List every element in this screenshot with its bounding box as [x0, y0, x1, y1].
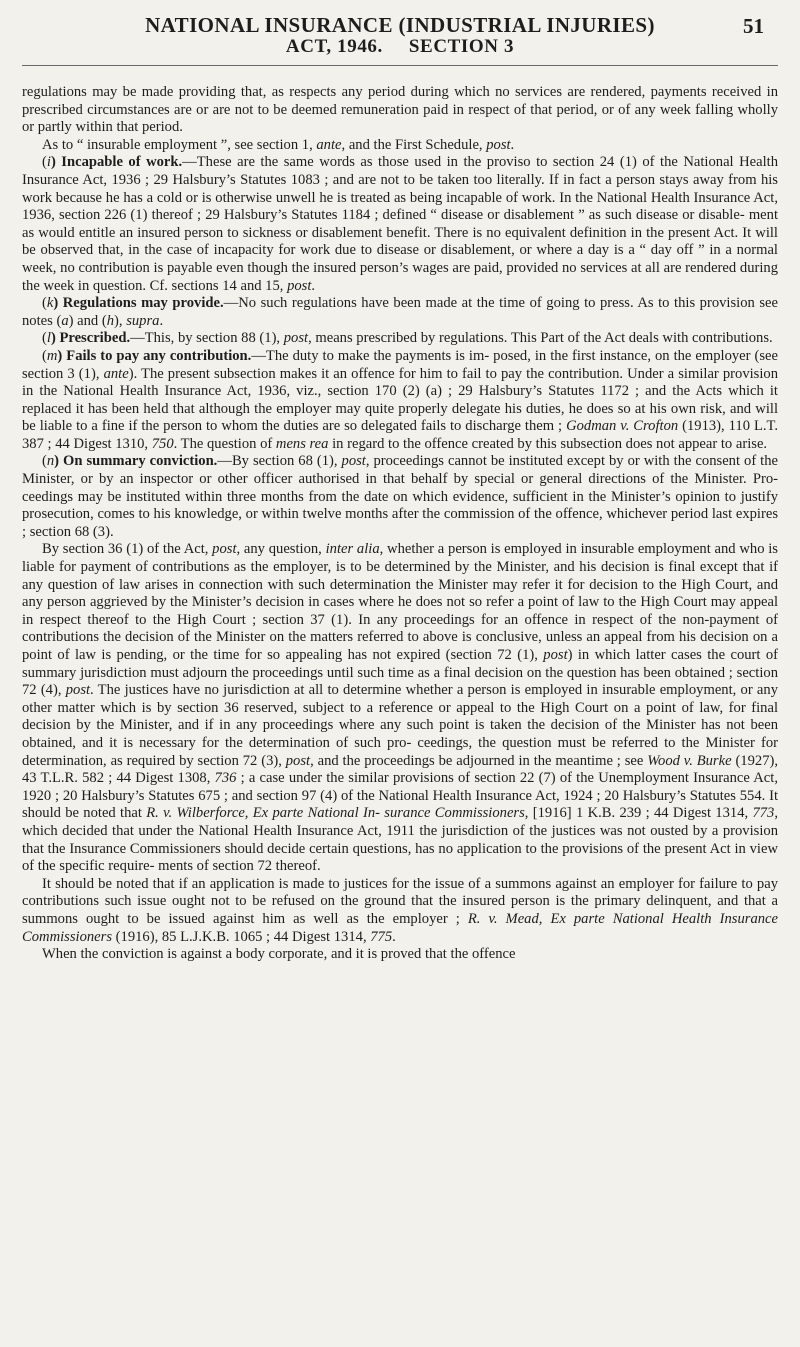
text-run: ( [42, 453, 47, 470]
text-run: . [392, 928, 396, 945]
italic-text: ante [103, 365, 129, 382]
paragraph [22, 348, 778, 454]
page-number: 51 [743, 14, 764, 38]
italic-text: ante [316, 136, 342, 153]
text-run: —The duty to make the payments is im- posed, in the first instance, on the employer (see section 3 (1), [22, 347, 778, 382]
note-heading: ) On summary conviction. [54, 453, 218, 470]
italic-text: 775 [370, 928, 393, 945]
italic-text: 773 [752, 805, 775, 822]
italic-text: post [543, 647, 568, 663]
text-run: It should be noted that if an application is made to justices for the issue of a summons against an employer for failure to pay contributions such issue ought not to be refused on the ground that the insured person is the primary delinquent, and that a summons ought to be issued against him as well as the employer ; [22, 875, 778, 927]
italic-text: R. v. Wilberforce, Ex parte National In- surance Commissioners [146, 805, 525, 822]
paragraph [22, 84, 778, 137]
act-year: ACT, 1946. [285, 36, 383, 57]
section-label: SECTION 3 [408, 36, 515, 57]
paragraph [22, 154, 778, 295]
text-run: (1913), 110 L.T. 387 ; 44 Digest 1310, [22, 418, 778, 452]
italic-text: R. v. Mead, Ex parte National Health Insurance Commissioners [22, 910, 778, 945]
paragraph [22, 295, 778, 330]
text-run: . [510, 136, 515, 153]
text-run: ; a case under the similar provisions of section 22 (7) of the Unemployment Insurance Act, 1920 ; 20 Halsbury’s Statutes 675 ; and section 97 (4) of the National Health Insurance Act, 1924 ; 20 Halsbury’s Statutes 554. It should be noted that [22, 770, 778, 822]
text-run: , and the proceedings be adjourned in the meantime ; see [310, 752, 648, 769]
text-run: ) and ( [68, 312, 107, 329]
text-run: As to “ insurable employment ”, see section 1, [42, 136, 317, 153]
italic-text: n [46, 453, 55, 470]
text-run: —No such regulations have been made at the time of going to press. As to this provision see notes ( [22, 295, 778, 329]
paragraph [22, 541, 778, 875]
italic-text: post [341, 453, 366, 470]
italic-text: post [212, 541, 237, 558]
italic-text: k [46, 295, 54, 312]
text-run: , whether a person is employed in insurable employment and who is liable for payment of contributions as the employer, is to be determined by the Minister, and his decision is final except that if any question of law arises in connection with such determination the Minister may refer it for decision to the High Court, and any person aggrieved by the Minister’s decision in cases where he does not so refer a point of law to the High Court may appeal in respect thereof to the High Court ; section 37 (1). In any proceedings for an offence in respect of the non-payment of contributions the decision of the Minister on the matters referred to above is conclusive, unless an appeal from his decision on a point of law is pending, or the time for so appealing has not expired (section 72 (1), [22, 541, 778, 663]
text-run: ( [42, 330, 47, 347]
text-run: (1927), 43 T.L.R. 582 ; 44 Digest 1308, [22, 752, 779, 787]
paragraph [22, 453, 778, 541]
text-run: , which decided that under the National Health Insurance Act, 1911 the jurisdiction of the justices was not ousted by a provision that the Insurance Commissioners should decide certain questions, has no application to the provisions of the present Act in view of the specific require- ments of section 72 thereof. [22, 805, 778, 875]
italic-text: mens rea [275, 435, 329, 452]
header-rule [22, 65, 778, 66]
note-heading: ) Incapable of work. [50, 154, 183, 171]
text-run: —By section 68 (1), [217, 453, 342, 470]
text-run: ( [42, 154, 47, 171]
italic-text: Godman v. Crofton [566, 418, 679, 435]
italic-text: post [486, 136, 511, 153]
paragraph [22, 137, 778, 155]
text-run: —This, by section 88 (1), [130, 330, 284, 347]
italic-text: post [65, 682, 91, 699]
text-run: . [311, 277, 316, 294]
running-title: NATIONAL INSURANCE (INDUSTRIAL INJURIES) [145, 13, 655, 37]
text-run: ( [42, 347, 47, 364]
text-run: ) in which latter cases the court of summary jurisdiction must adjourn the proceedings until such time as a final decision on the question has been obtained ; section 72 (4), [22, 647, 778, 699]
italic-text: post [285, 752, 311, 769]
italic-text: 750 [151, 435, 174, 452]
paragraph [22, 330, 778, 348]
italic-text: l [46, 330, 51, 347]
italic-text: m [46, 347, 58, 364]
note-heading: ) Prescribed. [50, 330, 131, 347]
text-run: in regard to the offence created by this subsection does not appear to arise. [328, 435, 768, 452]
paragraph [22, 946, 778, 964]
paragraph [22, 876, 778, 946]
text-run: , any question, [236, 541, 326, 558]
italic-text: i [46, 154, 51, 171]
text-run: . [159, 312, 164, 329]
text-run: ( [42, 295, 47, 312]
text-run: regulations may be made providing that, as respects any period during which no services are rendered, payments received in prescribed circumstances are or are not to be deemed remuneration paid in respect of that period, or of any week falling wholly or partly within that period. [22, 84, 778, 136]
text-run: , and the First Schedule, [341, 136, 487, 153]
italic-text: post [287, 277, 312, 294]
italic-text: inter alia [325, 541, 380, 558]
italic-text: 736 [214, 770, 237, 787]
italic-text: a [61, 312, 69, 329]
note-heading: ) Fails to pay any contribution. [57, 347, 252, 364]
italic-text: post [283, 330, 309, 347]
text-run: , means prescribed by regulations. This Part of the Act deals with contributions. [308, 330, 773, 347]
note-heading: ) Regulations may provide. [53, 295, 224, 312]
text-run: ), [114, 312, 127, 329]
text-run: , proceedings cannot be instituted except by or with the consent of the Minister, or by an inspector or other officer authorised in that behalf by special or general directions of the Minister. Pro- ceedings may be instituted within three months from the date on which evidence, sufficient in the Minister’s opinion to justify prosecution, comes to his knowledge, or within twelve months after the commission of the offence, whichever period last expires ; section 68 (3). [22, 453, 778, 540]
text-run: , [1916] 1 K.B. 239 ; 44 Digest 1314, [524, 805, 753, 822]
italic-text: supra [126, 312, 160, 329]
text-run: By section 36 (1) of the Act, [42, 541, 213, 558]
text-run: . The justices have no jurisdiction at all to determine whether a person is employed in insurable employment, or any other matter which is by section 36 reserved, subject to a reference or appeal to the High Court on a point of law, for final decision by the Minister, and if in any proceedings where any such point is taken the decision of the Minister has not been obtained, and it is necessary for the determination of such pro- ceedings, the question must be referred to the Minister for determination, as required by section 72 (3), [22, 682, 778, 769]
text-run: ). The present subsection makes it an offence for him to fail to pay the contribution. Under a similar provision in the National Health Insurance Act, 1936, viz., section 170 (2) (a) ; 29 Halsbury’s Statutes 1172 ; and the Acts which it replaced it has been held that although the employer may quite properly delegate his duties, he does so at his own risk, and will be liable to a fine if the person to whom the duties are so delegated fails to discharge them ; [22, 365, 778, 435]
text-run: —These are the same words as those used in the proviso to section 24 (1) of the National Health Insurance Act, 1936 ; 29 Halsbury’s Statutes 1083 ; and are not to be taken too literally. If in fact a person stays away from his work because he has a cold or is otherwise unwell he is treated as being incapable of work. In the National Health Insurance Act, 1936, section 226 (1) thereof ; 29 Halsbury’s Statutes 1184 ; defined “ disease or disablement ” as such disease or disable- ment as would entitle an insured person to sickness or disablement benefit. There is no equivalent definition in the present Act. It will be observed that, in the case of incapacity for work due to disease or disablement, or where a day is a “ day off ” in a normal week, no contribution is payable even though the insured person’s wages are paid, provided no services at all are rendered during the week in question. Cf. sections 14 and 15, [22, 154, 779, 294]
text-run: (1916), 85 L.J.K.B. 1065 ; 44 Digest 1314, [112, 928, 371, 945]
running-subtitle [22, 36, 778, 58]
text-run: When the conviction is against a body corporate, and it is proved that the offence [42, 946, 516, 963]
italic-text: h [106, 312, 115, 329]
page-header [22, 14, 778, 60]
text-run: . The question of [173, 435, 276, 452]
document-body [22, 84, 778, 964]
italic-text: Wood v. Burke [647, 752, 732, 769]
